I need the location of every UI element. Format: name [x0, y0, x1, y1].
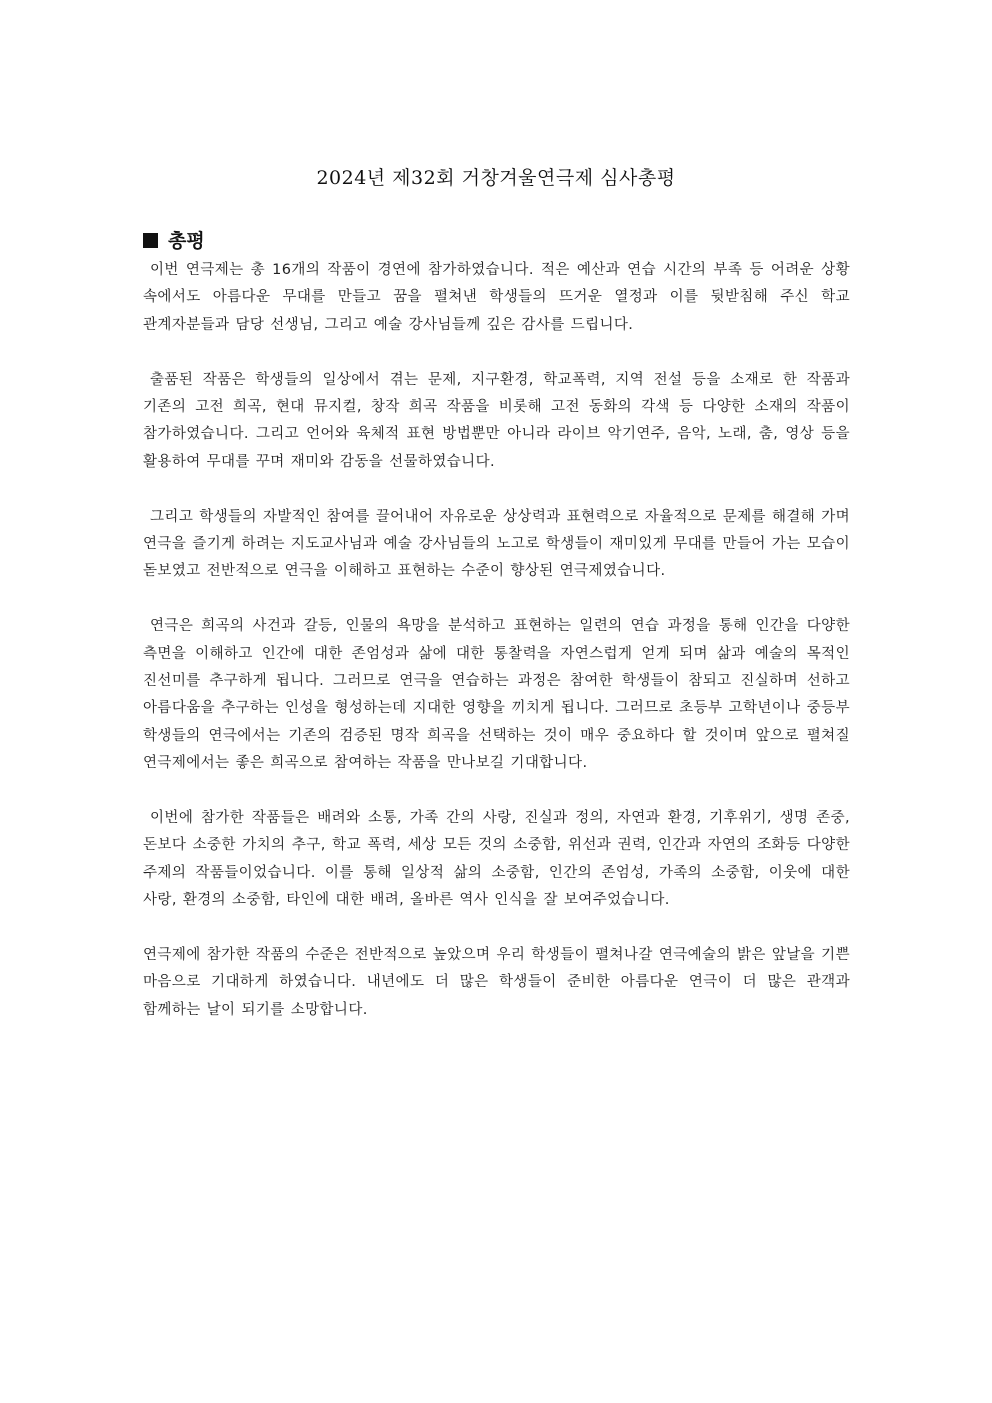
paragraph-4: 연극은 희곡의 사건과 갈등, 인물의 욕망을 분석하고 표현하는 일련의 연습 과정을 통해 인간을 다양한 측면을 이해하고 인간에 대한 존엄성과 삶에 대한 통찰력을 자연스럽게 얻게 되며 삶과 예술의 목적인 진선미를 추구하게 됩니다. 그러므로 연극을 연습하는 과정은 참여한 학생들이 참되고 진실하며 선하고 아름다움을 추구하는 인성을 형성하는데 지대한 영향을 끼치게 됩니다. 그러므로 초등부 고학년이나 중등부 학생들의 연극에서는 기존의 검증된 명작 희곡을 선택하는 것이 매우 중요하다 할 것이며 앞으로 펼쳐질 연극제에서는 좋은 희곡으로 참여하는 작품을 만나보길 기대합니다. — [143, 618, 850, 772]
paragraph-2: 출품된 작품은 학생들의 일상에서 겪는 문제, 지구환경, 학교폭력, 지역 전설 등을 소재로 한 작품과 기존의 고전 희곡, 현대 뮤지컬, 창작 희곡 작품을 비롯해 고전 동화의 각색 등 다양한 소재의 작품이 참가하였습니다. 그리고 언어와 육체적 표현 방법뿐만 아니라 라이브 악기연주, 음악, 노래, 춤, 영상 등을 활용하여 무대를 꾸며 재미와 감동을 선물하였습니다. — [143, 371, 850, 470]
section-heading-label: 총평 — [168, 230, 205, 252]
square-bullet-icon — [143, 233, 158, 248]
paragraph-1: 이번 연극제는 총 16개의 작품이 경연에 참가하였습니다. 적은 예산과 연습 시간의 부족 등 어려운 상황 속에서도 아름다운 무대를 만들고 꿈을 펼쳐낸 학생들의 뜨거운 열정과 이를 뒷받침해 주신 학교 관계자분들과 담당 선생님, 그리고 예술 강사님들께 깊은 감사를 드립니다. — [143, 262, 850, 333]
document-title: 2024년 제32회 거창겨울연극제 심사총평 — [316, 167, 676, 189]
paragraph-5: 이번에 참가한 작품들은 배려와 소통, 가족 간의 사랑, 진실과 정의, 자연과 환경, 기후위기, 생명 존중, 돈보다 소중한 가치의 추구, 학교 폭력, 세상 모든 것의 소중함, 위선과 권력, 인간과 자연의 조화등 다양한 주제의 작품들이었습니다. 이를 통해 일상적 삶의 소중함, 인간의 존엄성, 가족의 소중함, 이웃에 대한 사랑, 환경의 소중함, 타인에 대한 배려, 올바른 역사 인식을 잘 보여주었습니다. — [143, 810, 850, 909]
paragraph-3: 그리고 학생들의 자발적인 참여를 끌어내어 자유로운 상상력과 표현력으로 자율적으로 문제를 해결해 가며 연극을 즐기게 하려는 지도교사님과 예술 강사님들의 노고로 학생들이 재미있게 무대를 만들어 가는 모습이 돋보였고 전반적으로 연극을 이해하고 표현하는 수준이 향상된 연극제였습니다. — [143, 508, 851, 580]
paragraph-6: 연극제에 참가한 작품의 수준은 전반적으로 높았으며 우리 학생들이 펼쳐나갈 연극예술의 밝은 앞날을 기쁜 마음으로 기대하게 하였습니다. 내년에도 더 많은 학생들이 준비한 아름다운 연극이 더 많은 관객과 함께하는 날이 되기를 소망합니다. — [143, 947, 850, 1018]
section-heading — [143, 226, 205, 253]
document-body — [143, 257, 850, 1052]
